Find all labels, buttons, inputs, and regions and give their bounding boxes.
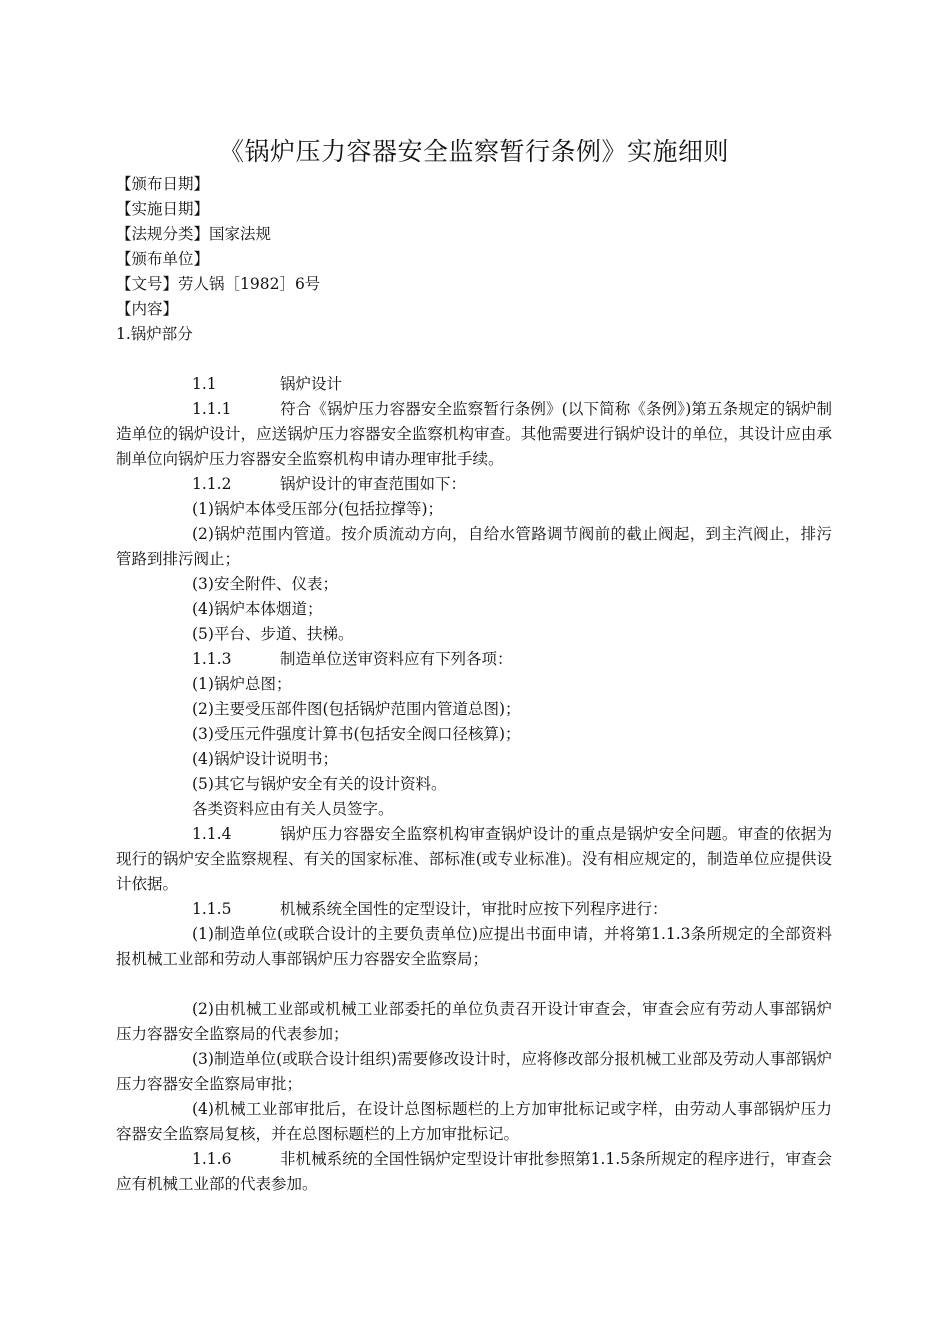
paragraph [116, 722, 832, 747]
paragraph [116, 1047, 832, 1097]
clause-number: 1.1.4 [192, 825, 232, 843]
meta-document-number: 【文号】劳人锅［1982］6号 [116, 275, 321, 293]
paragraph-text: 锅炉压力容器安全监察机构审查锅炉设计的重点是锅炉安全问题。审查的依据为现行的锅炉安全监察规程、有关的国家标准、部标准(或专业标准)。没有相应规定的，制造单位应提供设计依据。 [116, 825, 832, 893]
clause-number: 1.1.6 [192, 1150, 232, 1168]
paragraph [116, 522, 832, 572]
spacer [116, 972, 832, 997]
meta-effective-date: 【实施日期】 [116, 200, 210, 218]
paragraph [116, 572, 832, 597]
paragraph-text: (3)安全附件、仪表； [192, 575, 338, 593]
paragraph [116, 672, 832, 697]
document-page [116, 132, 832, 1197]
meta-issuer: 【颁布单位】 [116, 250, 210, 268]
clause-number: 1.1.3 [192, 650, 232, 668]
paragraph-text: 符合《锅炉压力容器安全监察暂行条例》(以下简称《条例》)第五条规定的锅炉制造单位的锅炉设计，应送锅炉压力容器安全监察机构审查。其他需要进行锅炉设计的单位，其设计应由承制单位向锅炉压力容器安全监察机构申请办理审批手续。 [116, 400, 832, 468]
paragraph [116, 372, 832, 397]
meta-content-label: 【内容】 [116, 300, 179, 318]
paragraph [116, 797, 832, 822]
clause-number: 1.1 [192, 375, 217, 393]
paragraph-text: 锅炉设计 [280, 375, 343, 393]
paragraph [116, 747, 832, 772]
clause-number: 1.1.1 [192, 400, 232, 418]
paragraph [116, 922, 832, 972]
paragraph-text: (3)制造单位(或联合设计组织)需要修改设计时，应将修改部分报机械工业部及劳动人事部锅炉压力容器安全监察局审批； [116, 1050, 832, 1093]
paragraph [116, 472, 832, 497]
paragraph-text: (2)锅炉范围内管道。按介质流动方向，自给水管路调节阀前的截止阀起，到主汽阀止，排污管路到排污阀止； [116, 525, 832, 568]
paragraph-text: (4)锅炉设计说明书； [192, 750, 338, 768]
document-title: 《锅炉压力容器安全监察暂行条例》实施细则 [218, 137, 729, 166]
paragraph [116, 497, 832, 522]
paragraph-text: (1)锅炉总图； [192, 675, 292, 693]
paragraph-text: 机械系统全国性的定型设计，审批时应按下列程序进行： [280, 900, 668, 918]
paragraph-text: (3)受压元件强度计算书(包括安全阀口径核算)； [192, 725, 521, 743]
paragraph [116, 647, 832, 672]
clause-number: 1.1.2 [192, 475, 232, 493]
paragraph [116, 897, 832, 922]
paragraph-text: (5)其它与锅炉安全有关的设计资料。 [192, 775, 447, 793]
paragraph [116, 697, 832, 722]
paragraph-text: 锅炉设计的审查范围如下： [280, 475, 467, 493]
paragraph [116, 622, 832, 647]
part-title: 1.锅炉部分 [116, 325, 193, 343]
paragraph-text: 各类资料应由有关人员签字。 [192, 800, 394, 818]
paragraph [116, 397, 832, 472]
paragraph-text: (1)锅炉本体受压部分(包括拉撑等)； [192, 500, 444, 518]
paragraph [116, 822, 832, 897]
paragraph-text: (5)平台、步道、扶梯。 [192, 625, 354, 643]
spacer [116, 347, 832, 372]
paragraph [116, 997, 832, 1047]
paragraph-text: 制造单位送审资料应有下列各项： [280, 650, 513, 668]
metadata-block [116, 172, 832, 322]
paragraph-text: (2)主要受压部件图(包括锅炉范围内管道总图)； [192, 700, 521, 718]
paragraph [116, 1147, 832, 1197]
body-text [116, 372, 832, 1197]
clause-number: 1.1.5 [192, 900, 232, 918]
meta-promulgation-date: 【颁布日期】 [116, 175, 210, 193]
paragraph-text: (1)制造单位(或联合设计的主要负责单位)应提出书面申请，并将第1.1.3条所规定的全部资料报机械工业部和劳动人事部锅炉压力容器安全监察局； [116, 925, 832, 968]
meta-category: 【法规分类】国家法规 [116, 225, 272, 243]
paragraph [116, 1097, 832, 1147]
paragraph [116, 597, 832, 622]
paragraph [116, 772, 832, 797]
paragraph-text: 非机械系统的全国性锅炉定型设计审批参照第1.1.5条所规定的程序进行，审查会应有机械工业部的代表参加。 [116, 1150, 832, 1193]
paragraph-text: (2)由机械工业部或机械工业部委托的单位负责召开设计审查会，审查会应有劳动人事部锅炉压力容器安全监察局的代表参加； [116, 1000, 832, 1043]
paragraph-text: (4)锅炉本体烟道； [192, 600, 323, 618]
paragraph-text: (4)机械工业部审批后，在设计总图标题栏的上方加审批标记或字样，由劳动人事部锅炉压力容器安全监察局复核，并在总图标题栏的上方加审批标记。 [116, 1100, 832, 1143]
